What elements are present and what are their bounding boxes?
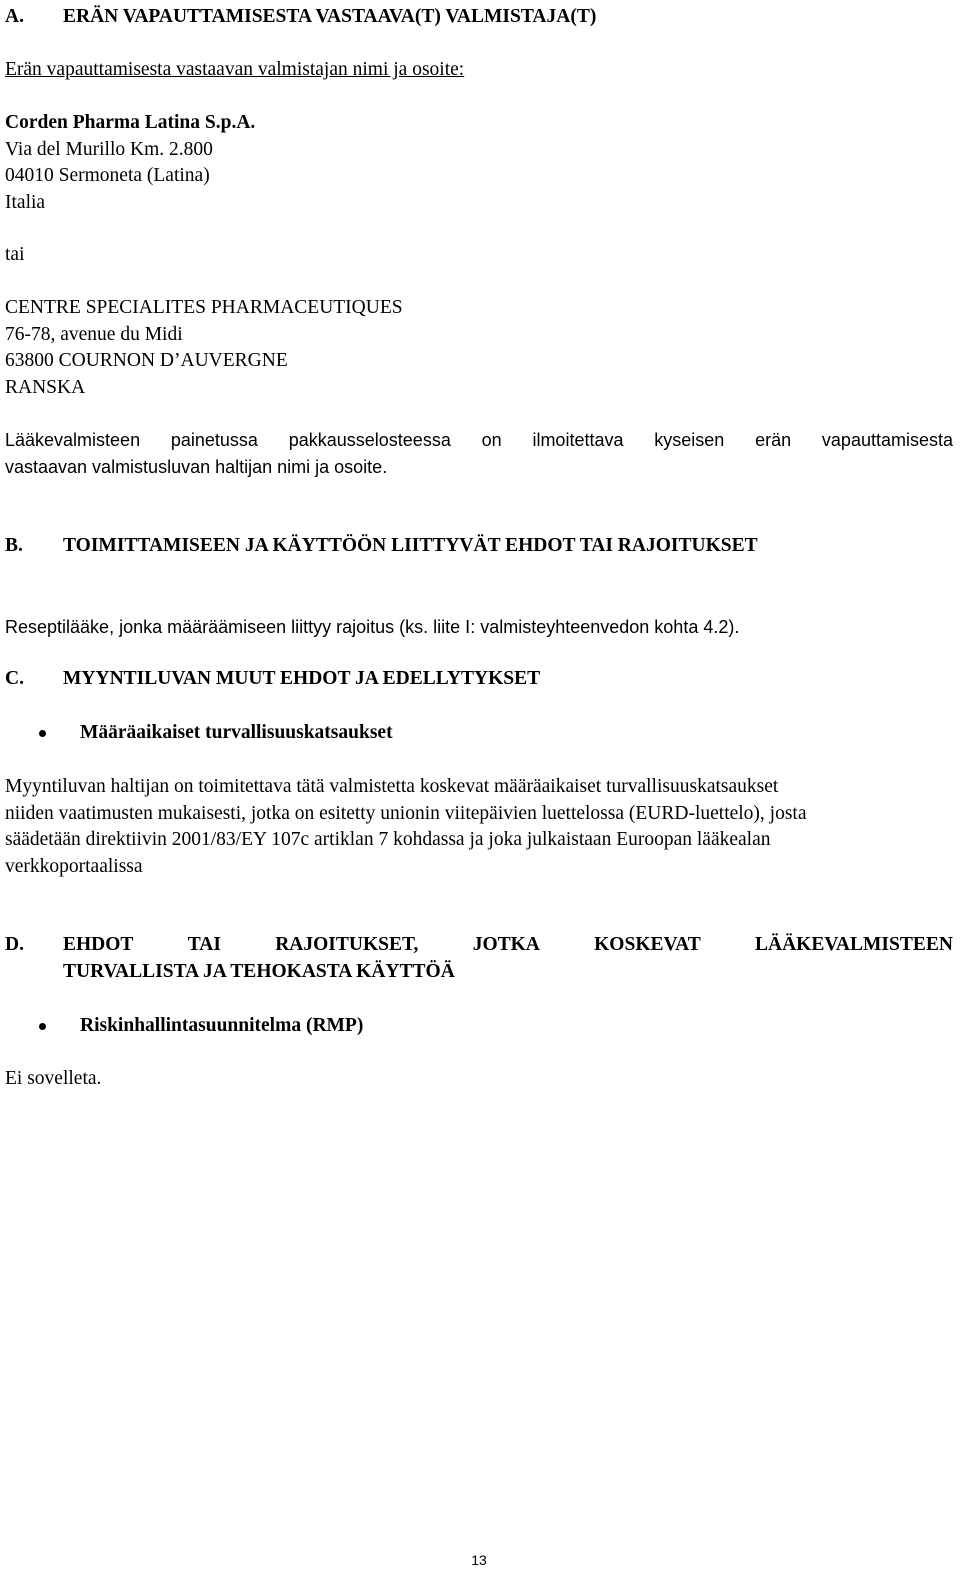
section-b-letter: B. [5, 535, 23, 556]
section-d-bullet [5, 1013, 953, 1040]
bullet-dot-icon [5, 1013, 80, 1040]
section-a-heading [5, 4, 953, 31]
manufacturer-2-name: CENTRE SPECIALITES PHARMACEUTIQUES [5, 297, 403, 318]
manufacturer-1-name: Corden Pharma Latina S.p.A. [5, 112, 256, 133]
section-a-note-line-1: Lääkevalmisteen painetussa pakkausselosteessa on ilmoitettava kyseisen erän vapauttamisesta [5, 430, 953, 450]
section-c-bullet-text: Määräaikaiset turvallisuuskatsaukset [80, 722, 393, 743]
section-b-text: Reseptilääke, jonka määräämiseen liittyy rajoitus (ks. liite I: valmisteyhteenvedon kohta 4.2). [5, 617, 740, 637]
section-c-paragraph [5, 774, 953, 880]
section-a-note-line-2: vastaavan valmistusluvan haltijan nimi ja osoite. [5, 456, 388, 477]
manufacturer-2-city: 63800 COURNON D’AUVERGNE [5, 350, 288, 371]
section-d-letter: D. [5, 934, 24, 955]
section-a-letter: A. [5, 6, 24, 27]
section-d-heading [5, 932, 953, 985]
section-d-bullet-text: Riskinhallintasuunnitelma (RMP) [80, 1015, 364, 1036]
bullet-dot-icon [5, 720, 80, 747]
section-c-para-line-4: verkkoportaalissa [5, 855, 143, 877]
manufacturer-2-street: 76-78, avenue du Midi [5, 323, 183, 345]
section-b-title: TOIMITTAMISEEN JA KÄYTTÖÖN LIITTYVÄT EHDOT TAI RAJOITUKSET [63, 535, 758, 556]
section-a-note [5, 427, 953, 480]
section-c-letter: C. [5, 668, 24, 689]
section-a-title: ERÄN VAPAUTTAMISESTA VASTAAVA(T) VALMISTAJA(T) [63, 6, 597, 27]
manufacturer-1-address [5, 110, 953, 216]
page-number: 13 [471, 1552, 487, 1568]
section-d-title-line-1: EHDOT TAI RAJOITUKSET, JOTKA KOSKEVAT LÄÄKEVALMISTEEN [63, 934, 953, 955]
section-c-title: MYYNTILUVAN MUUT EHDOT JA EDELLYTYKSET [63, 668, 541, 689]
section-c-heading [5, 666, 953, 693]
document-page [5, 0, 953, 1573]
section-d-text: Ei sovelleta. [5, 1068, 102, 1089]
section-c-bullet [5, 720, 953, 747]
section-d-title-line-2: TURVALLISTA JA TEHOKASTA KÄYTTÖÄ [63, 960, 455, 982]
section-c-para-line-2: niiden vaatimusten mukaisesti, jotka on esitetty unionin viitepäivien luettelossa (EURD-luettelo), josta [5, 802, 807, 824]
manufacturer-1-street: Via del Murillo Km. 2.800 [5, 138, 213, 160]
or-text: tai [5, 244, 25, 265]
section-c-para-line-3: säädetään direktiivin 2001/83/EY 107c artiklan 7 kohdassa ja joka julkaistaan Euroopan lääkealan [5, 829, 771, 850]
manufacturer-2-address [5, 295, 953, 401]
section-b-heading [5, 533, 953, 560]
manufacturer-2-country: RANSKA [5, 376, 86, 398]
section-a-subtitle: Erän vapauttamisesta vastaavan valmistajan nimi ja osoite: [5, 59, 465, 80]
manufacturer-1-city: 04010 Sermoneta (Latina) [5, 165, 210, 186]
section-c-para-line-1: Myyntiluvan haltijan on toimitettava tätä valmistetta koskevat määräaikaiset turvallisuuskatsaukset [5, 776, 779, 797]
manufacturer-1-country: Italia [5, 191, 46, 213]
